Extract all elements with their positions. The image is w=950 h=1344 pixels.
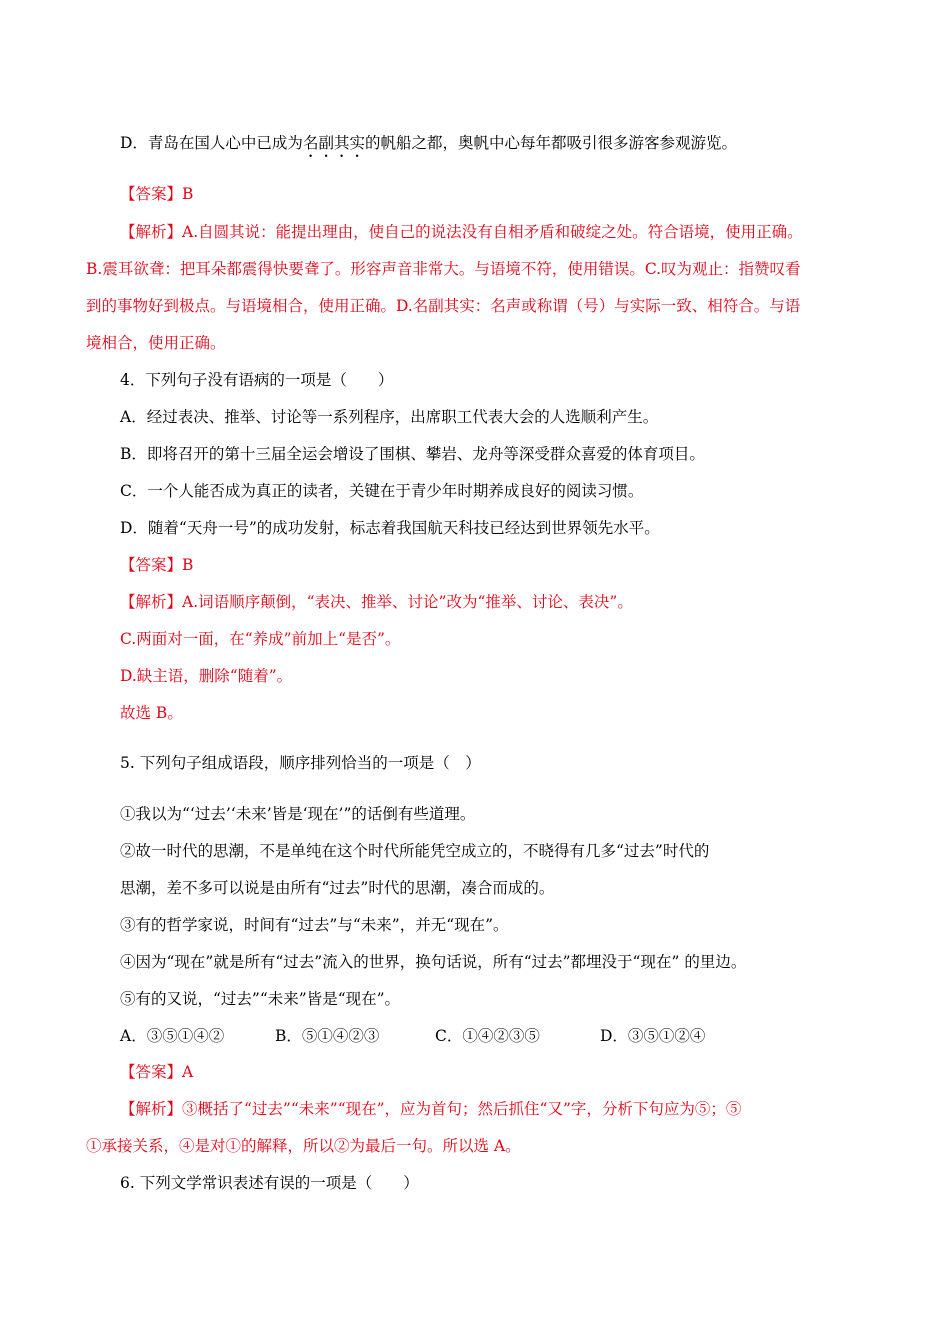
- q5-sentence-4: ④因为“现在”就是所有“过去”流入的世界，换句话说，所有“过去”都埋没于“现在” 的里边。: [120, 953, 747, 971]
- q3-analysis-line-1: 【解析】A.自圆其说：能提出理由，使自己的说法没有自相矛盾和破绽之处。符合语境，使用正确。: [120, 223, 803, 241]
- q4-option-b: B．即将召开的第十三届全运会增设了围棋、攀岩、龙舟等深受群众喜爱的体育项目。: [120, 445, 705, 463]
- q3-answer: 【答案】B: [120, 185, 194, 203]
- q5-sentence-2-line-1: ②故一时代的思潮，不是单纯在这个时代所能凭空成立的，不晓得有几多“过去”时代的: [120, 842, 710, 860]
- q6-stem: 6. 下列文学常识表述有误的一项是（ ）: [120, 1174, 419, 1192]
- q3-analysis-line-4: 境相合，使用正确。: [86, 334, 226, 352]
- q4-analysis-line-1: 【解析】A.词语顺序颠倒，“表决、推举、讨论”改为“推举、讨论、表决”。: [120, 593, 633, 611]
- q5-option-a: A．③⑤①④②: [120, 1027, 225, 1045]
- q5-analysis-line-2: ①承接关系，④是对①的解释，所以②为最后一句。所以选 A。: [86, 1137, 521, 1155]
- q4-option-d: D．随着“天舟一号”的成功发射，标志着我国航天科技已经达到世界领先水平。: [120, 519, 660, 537]
- q3-option-d-idiom: 名副其实: [302, 134, 365, 152]
- q4-stem: 4．下列句子没有语病的一项是（ ）: [120, 371, 394, 389]
- q5-option-c: C．①④②③⑤: [435, 1027, 540, 1045]
- q5-answer: 【答案】A: [120, 1063, 194, 1081]
- q3-option-d-prefix: D．青岛在国人心中已成为: [120, 134, 303, 152]
- q4-analysis-line-4: 故选 B。: [120, 704, 183, 722]
- q3-option-d: [120, 133, 737, 161]
- q4-answer: 【答案】B: [120, 556, 194, 574]
- q5-sentence-3: ③有的哲学家说，时间有“过去”与“未来”，并无“现在”。: [120, 916, 509, 934]
- q3-option-d-suffix: 的帆船之都，奥帆中心每年都吸引很多游客参观游览。: [364, 134, 737, 152]
- q5-analysis-line-1: 【解析】③概括了“过去”“未来”“现在”，应为首句；然后抓住“又”字，分析下句应为⑤；⑤: [120, 1100, 742, 1118]
- q3-analysis-line-2: B.震耳欲聋：把耳朵都震得快要聋了。形容声音非常大。与语境不符，使用错误。C.叹为观止：指赞叹看: [86, 260, 801, 278]
- q5-option-b: B．⑤①④②③: [275, 1027, 380, 1045]
- q5-sentence-1: ①我以为“‘过去’‘未来’皆是‘现在’”的话倒有些道理。: [120, 805, 476, 823]
- q4-option-c: C．一个人能否成为真正的读者，关键在于青少年时期养成良好的阅读习惯。: [120, 482, 644, 500]
- q4-analysis-line-2: C.两面对一面，在“养成”前加上“是否”。: [120, 630, 401, 648]
- q5-sentence-2-line-2: 思潮，差不多可以说是由所有“过去”时代的思潮，凑合而成的。: [120, 879, 555, 897]
- q4-option-a: A．经过表决、推举、讨论等一系列程序，出席职工代表大会的人选顺利产生。: [120, 408, 659, 426]
- q3-analysis-line-3: 到的事物好到极点。与语境相合，使用正确。D.名副其实：名声或称谓（号）与实际一致、相符合。与语: [86, 297, 801, 315]
- q4-analysis-line-3: D.缺主语，删除“随着”。: [120, 667, 293, 685]
- q5-stem: 5. 下列句子组成语段，顺序排列恰当的一项是（ ）: [120, 754, 481, 772]
- q5-option-d: D．③⑤①②④: [600, 1027, 706, 1045]
- q5-sentence-5: ⑤有的又说，“过去”“未来”皆是“现在”。: [120, 990, 401, 1008]
